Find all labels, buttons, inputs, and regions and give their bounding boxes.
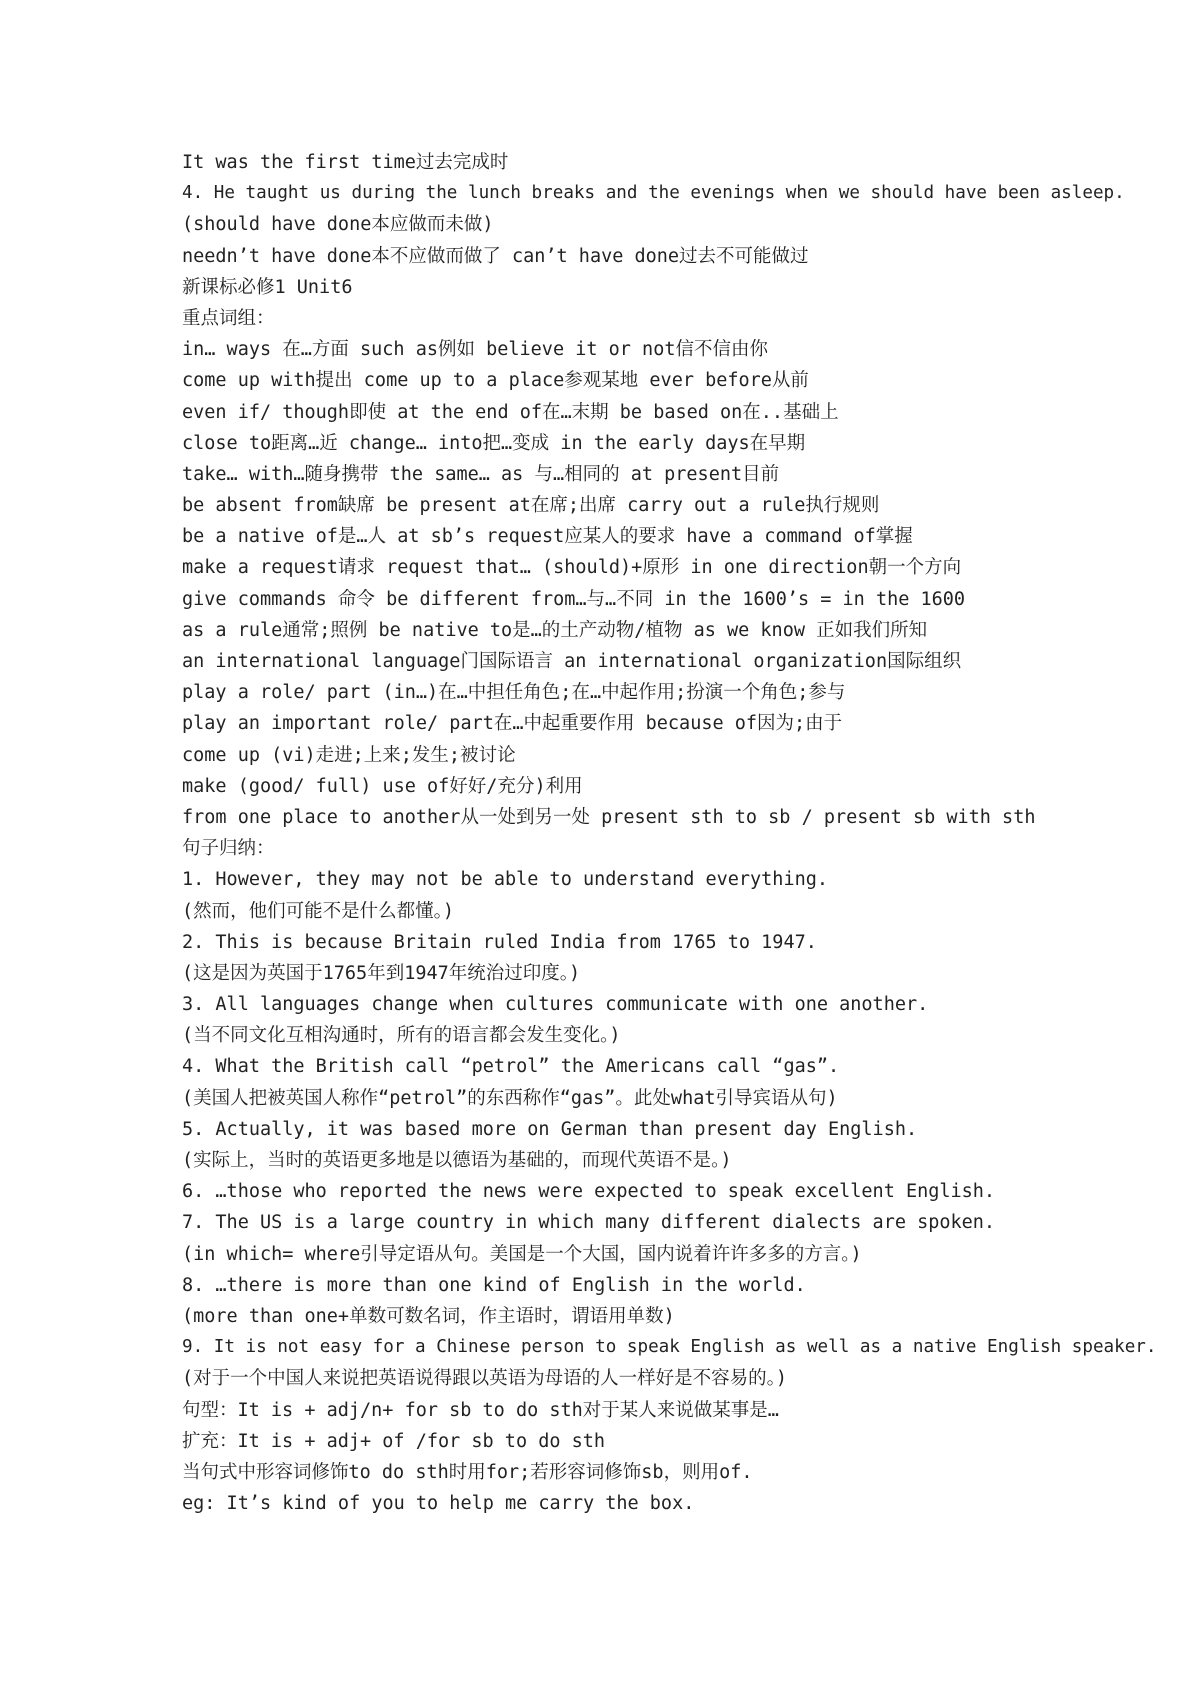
text-line: 1. However, they may not be able to understand everything. [182, 869, 829, 891]
text-line: give commands 命令 be different from…与…不同 in the 1600’s = in the 1600 [182, 588, 966, 610]
text-line: 7. The US is a large country in which many different dialects are spoken. [182, 1212, 996, 1234]
text-line: play a role/ part (in…)在…中担任角色;在…中起作用;扮演一个角色;参与 [182, 682, 846, 704]
text-line: as a rule通常;照例 be native to是…的土产动物/植物 as we know 正如我们所知 [182, 619, 928, 641]
section-heading: 句子归纳： [182, 838, 275, 860]
text-line: (当不同文化互相沟通时，所有的语言都会发生变化。) [182, 1025, 621, 1047]
text-line: eg: It’s kind of you to help me carry the box. [182, 1493, 695, 1515]
text-line: make (good/ full) use of好好/充分)利用 [182, 775, 583, 797]
text-line: 9. It is not easy for a Chinese person to speak English as well as a native English speaker. [182, 1337, 1157, 1358]
text-line: even if/ though即使 at the end of在…末期 be based on在..基础上 [182, 401, 839, 423]
text-line: be a native of是…人 at sb’s request应某人的要求 have a command of掌握 [182, 526, 913, 548]
text-line: (more than one+单数可数名词，作主语时，谓语用单数) [182, 1305, 675, 1327]
text-line: make a request请求 request that… (should)+原形 in one direction朝一个方向 [182, 557, 962, 579]
text-line: (对于一个中国人来说把英语说得跟以英语为母语的人一样好是不容易的。) [182, 1368, 788, 1390]
text-line: (美国人把被英国人称作“petrol”的东西称作“gas”。此处what引导宾语从句) [182, 1087, 838, 1109]
text-line: (实际上，当时的英语更多地是以德语为基础的，而现代英语不是。) [182, 1150, 732, 1171]
text-line: close to距离…近 change… into把…变成 in the early days在早期 [182, 432, 806, 454]
section-heading: 重点词组： [182, 307, 275, 329]
text-line: 当句式中形容词修饰to do sth时用for;若形容词修饰sb，则用of. [182, 1461, 753, 1483]
text-line: (这是因为英国于1765年到1947年统治过印度。) [182, 962, 581, 984]
text-line: 扩充：It is + adj+ of /for sb to do sth [182, 1430, 606, 1452]
text-line: 4. He taught us during the lunch breaks and the evenings when we should have been asleep. [182, 183, 1125, 204]
document-body [182, 147, 1162, 1519]
text-line: (should have done本应做而未做) [182, 214, 494, 236]
text-line: be absent from缺席 be present at在席;出席 carry out a rule执行规则 [182, 495, 880, 517]
text-line: 4. What the British call “petrol” the Americans call “gas”. [182, 1056, 840, 1078]
text-line: (然而，他们可能不是什么都懂。) [182, 900, 455, 922]
text-line: 8. …there is more than one kind of English in the world. [182, 1274, 806, 1296]
text-line: play an important role/ part在…中起重要作用 because of因为;由于 [182, 713, 843, 735]
text-line: come up (vi)走进;上来;发生;被讨论 [182, 744, 516, 766]
text-line: 6. …those who reported the news were expected to speak excellent English. [182, 1181, 996, 1203]
text-line: come up with提出 come up to a place参观某地 ever before从前 [182, 370, 809, 392]
text-line: an international language门国际语言 an international organization国际组织 [182, 651, 962, 672]
text-line: take… with…随身携带 the same… as 与…相同的 at present目前 [182, 463, 780, 485]
text-line: needn’t have done本不应做而做了 can’t have done过去不可能做过 [182, 245, 809, 267]
text-line: 句型：It is + adj/n+ for sb to do sth对于某人来说做某事是… [182, 1399, 779, 1421]
text-line: 新课标必修1 Unit6 [182, 276, 353, 298]
text-line: in… ways 在…方面 such as例如 believe it or not信不信由你 [182, 339, 768, 361]
text-line: It was the first time过去完成时 [182, 152, 509, 173]
text-line: (in which= where引导定语从句。美国是一个大国，国内说着许许多多的方言。) [182, 1243, 862, 1265]
text-line: from one place to another从一处到另一处 present sth to sb / present sb with sth [182, 806, 1036, 828]
text-line: 5. Actually, it was based more on German than present day English. [182, 1118, 918, 1140]
text-line: 2. This is because Britain ruled India from 1765 to 1947. [182, 931, 817, 953]
text-line: 3. All languages change when cultures communicate with one another. [182, 994, 929, 1016]
